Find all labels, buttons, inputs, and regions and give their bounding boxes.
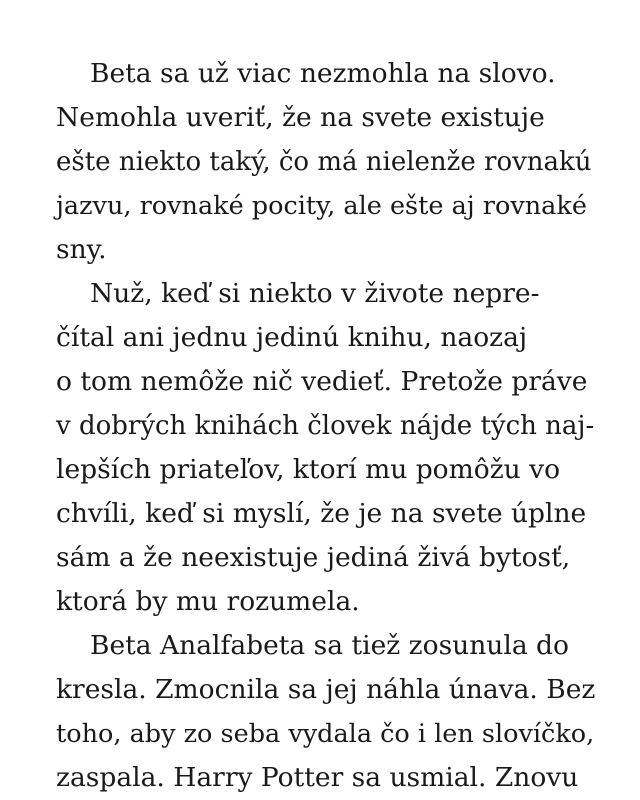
text-line: toho, aby zo seba vydala čo i len slovíčko, [56, 719, 595, 749]
paragraph-2 [56, 272, 596, 624]
text-line: Nemohla uveriť, že na svete existuje [56, 102, 545, 133]
text-line: sny. [56, 234, 107, 265]
text-line: jazvu, rovnaké pocity, ale ešte aj rovnaké [56, 191, 587, 221]
text-line: kresla. Zmocnila sa jej náhla únava. Bez [56, 674, 596, 705]
text-line: Beta sa už viac nezmohla na slovo. [90, 58, 556, 89]
text-line: čítal ani jednu jedinú knihu, naozaj [56, 322, 528, 353]
paragraph-3 [56, 624, 596, 800]
book-page [56, 52, 596, 800]
text-line: zaspala. Harry Potter sa usmial. Znovu [56, 762, 579, 793]
text-line: Nuž, keď si niekto v živote nepre- [90, 278, 540, 309]
text-line: lepších priateľov, ktorí mu pomôžu vo [56, 454, 561, 485]
text-line: ktorá by mu rozumela. [56, 586, 360, 617]
text-line: v dobrých knihách človek nájde tých naj- [56, 411, 595, 441]
text-line: Beta Analfabeta sa tiež zosunula do [90, 630, 569, 661]
paragraph-1 [56, 52, 596, 272]
text-line: chvíli, keď si myslí, že je na svete úplne [56, 498, 587, 529]
text-line: o tom nemôže nič vedieť. Pretože práve [56, 366, 588, 397]
text-line: ešte niekto taký, čo má nielenže rovnakú [56, 147, 592, 177]
text-line: sám a že neexistuje jediná živá bytosť, [56, 542, 571, 573]
